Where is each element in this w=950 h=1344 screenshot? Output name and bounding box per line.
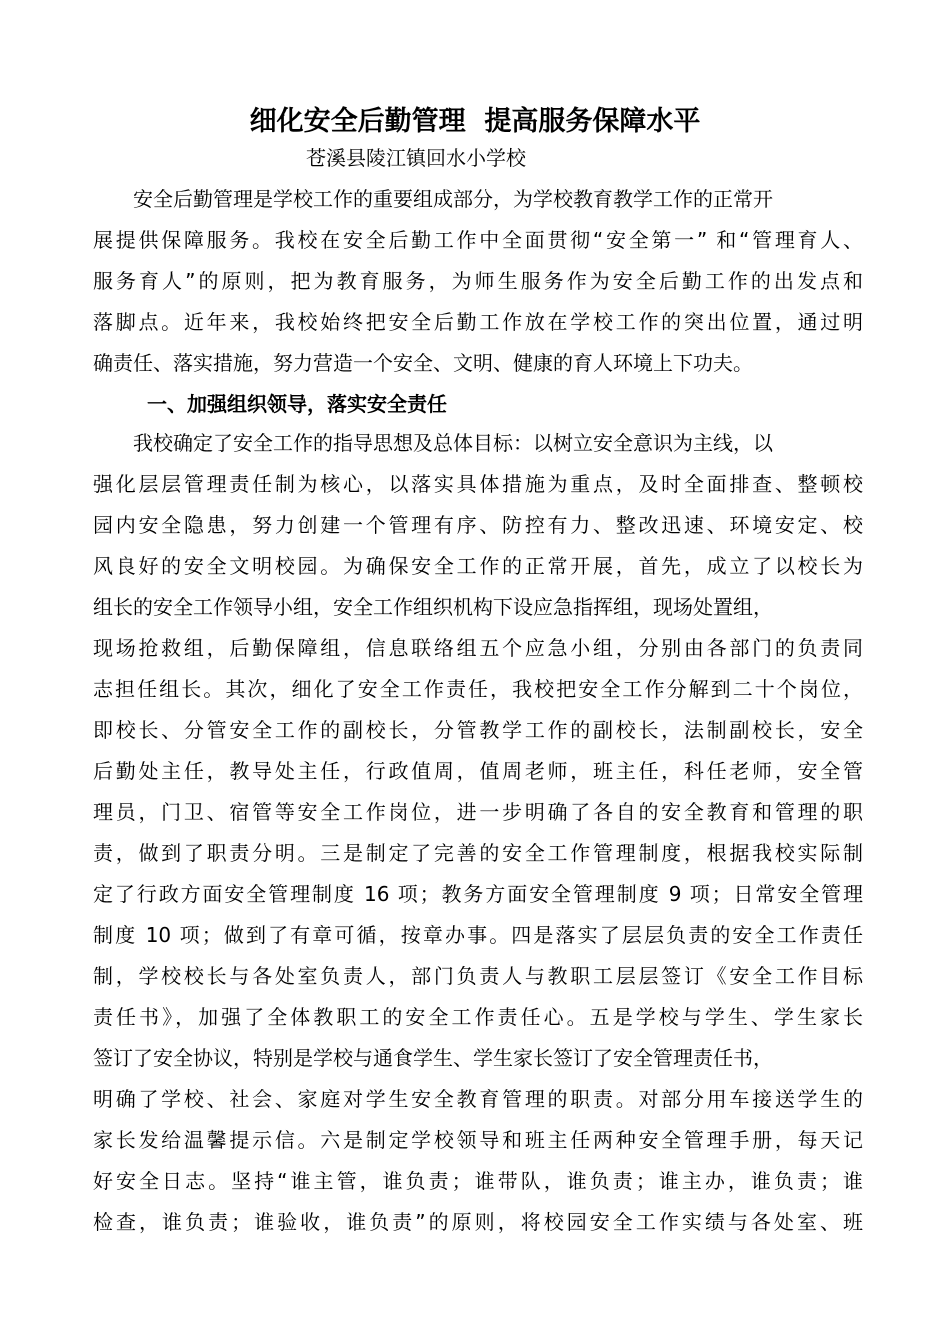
paragraph-line: 定了行政方面安全管理制度 16 项；教务方面安全管理制度 9 项；日常安全管理 xyxy=(93,882,863,906)
paragraph-line: 组长的安全工作领导小组，安全工作组织机构下设应急指挥组，现场处置组， xyxy=(93,595,773,619)
section-heading: 一、加强组织领导，落实安全责任 xyxy=(147,392,447,416)
paragraph-line: 家长发给温馨提示信。六是制定学校领导和班主任两种安全管理手册，每天记 xyxy=(93,1128,863,1152)
document-author: 苍溪县陵江镇回水小学校 xyxy=(306,146,526,170)
paragraph-line: 好安全日志。坚持“谁主管，谁负责；谁带队，谁负责；谁主办，谁负责；谁 xyxy=(93,1169,863,1193)
paragraph-line: 即校长、分管安全工作的副校长，分管教学工作的副校长，法制副校长，安全 xyxy=(93,718,863,742)
paragraph-line: 落脚点。近年来，我校始终把安全后勤工作放在学校工作的突出位置，通过明 xyxy=(93,310,863,334)
paragraph-line: 制度 10 项；做到了有章可循，按章办事。四是落实了层层负责的安全工作责任 xyxy=(93,923,863,947)
paragraph-line: 强化层层管理责任制为核心，以落实具体措施为重点，及时全面排查、整顿校 xyxy=(93,472,863,496)
paragraph-line: 风良好的安全文明校园。为确保安全工作的正常开展，首先，成立了以校长为 xyxy=(93,554,863,578)
paragraph-line: 责，做到了职责分明。三是制定了完善的安全工作管理制度，根据我校实际制 xyxy=(93,841,863,865)
paragraph-line: 确责任、落实措施，努力营造一个安全、文明、健康的育人环境上下功夫。 xyxy=(93,351,753,375)
paragraph-line: 园内安全隐患，努力创建一个管理有序、防控有力、整改迅速、环境安定、校 xyxy=(93,513,863,537)
paragraph-line: 后勤处主任，教导处主任，行政值周，值周老师，班主任，科任老师，安全管 xyxy=(93,759,863,783)
paragraph-line: 我校确定了安全工作的指导思想及总体目标：以树立安全意识为主线，以 xyxy=(133,431,773,455)
paragraph-line: 签订了安全协议，特别是学校与通食学生、学生家长签订了安全管理责任书， xyxy=(93,1046,773,1070)
paragraph-line: 现场抢救组，后勤保障组，信息联络组五个应急小组，分别由各部门的负责同 xyxy=(93,636,863,660)
paragraph-line: 安全后勤管理是学校工作的重要组成部分，为学校教育教学工作的正常开 xyxy=(133,187,773,211)
paragraph-line: 责任书》，加强了全体教职工的安全工作责任心。五是学校与学生、学生家长 xyxy=(93,1005,863,1029)
paragraph-line: 制，学校校长与各处室负责人，部门负责人与教职工层层签订《安全工作目标 xyxy=(93,964,863,988)
paragraph-line: 理员，门卫、宿管等安全工作岗位，进一步明确了各自的安全教育和管理的职 xyxy=(93,800,863,824)
paragraph-line: 服务育人”的原则，把为教育服务，为师生服务作为安全后勤工作的出发点和 xyxy=(93,269,863,293)
paragraph-line: 检查，谁负责；谁验收，谁负责”的原则，将校园安全工作实绩与各处室、班 xyxy=(93,1210,863,1234)
document-title: 细化安全后勤管理 提高服务保障水平 xyxy=(249,106,701,137)
paragraph-line: 明确了学校、社会、家庭对学生安全教育管理的职责。对部分用车接送学生的 xyxy=(93,1087,863,1111)
paragraph-line: 展提供保障服务。我校在安全后勤工作中全面贯彻“安全第一” 和“管理育人、 xyxy=(93,228,863,252)
paragraph-line: 志担任组长。其次，细化了安全工作责任，我校把安全工作分解到二十个岗位， xyxy=(93,677,863,701)
